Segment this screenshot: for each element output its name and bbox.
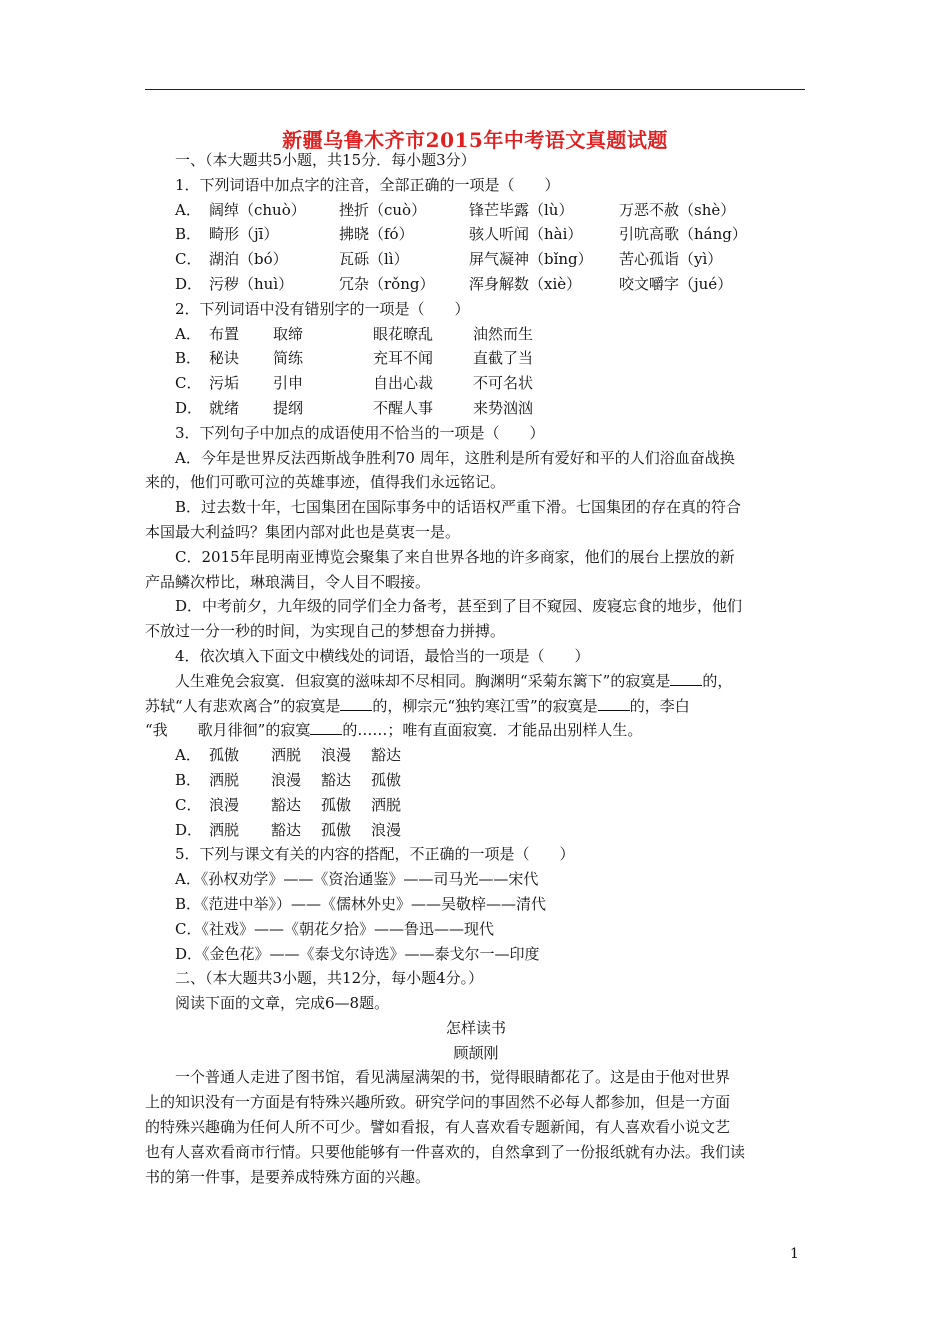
fill-blank <box>598 696 630 711</box>
option-text: B．《范进中举》）——《儒林外史》——吴敬梓——清代 <box>175 894 547 913</box>
option-word: 取缔 <box>273 324 304 343</box>
option-row <box>145 818 807 843</box>
question-stem: 2．下列词语中没有错别字的一项是（ ） <box>175 299 470 318</box>
passage-text: 苏轼“人有悲欢离合”的寂寞是 <box>145 696 341 715</box>
option-word: 洒脱 <box>371 795 402 814</box>
option-word: 提纲 <box>273 398 304 417</box>
fill-blank <box>340 696 372 711</box>
option-word: 洒脱 <box>209 770 240 789</box>
option-word: 来势汹汹 <box>473 398 534 417</box>
option-word: 屏气凝神（bǐng） <box>469 250 593 269</box>
option-text: C．《社戏》——《朝花夕拾》——鲁迅——现代 <box>175 919 494 938</box>
page-number: 1 <box>790 1246 799 1262</box>
section-heading: 二、（本大题共3小题，共12分，每小题4分。） <box>175 969 484 988</box>
option-word: 浪漫 <box>321 746 352 765</box>
option-text: 不放过一分一秒的时间，为实现自己的梦想奋力拼搏。 <box>145 622 506 641</box>
option-word: 简练 <box>273 349 304 368</box>
option-word: 咬文嚼字（jué） <box>619 274 733 293</box>
option-word: 畸形（jī） <box>209 225 279 244</box>
passage-text: 的……；唯有直面寂寞．才能品出别样人生。 <box>342 721 643 740</box>
option-word: 浪漫 <box>209 795 240 814</box>
option-word: 不醒人事 <box>373 398 434 417</box>
question-stem: 1．下列词语中加点字的注音，全部正确的一项是（ ） <box>175 175 560 194</box>
option-word: 骇人听闻（hài） <box>469 225 583 244</box>
passage-text: “我 歌月徘徊”的寂寞 <box>145 721 311 740</box>
option-row <box>145 793 807 818</box>
passage-text: 的， <box>702 671 733 690</box>
option-text: B．过去数十年，七国集团在国际事务中的话语权严重下滑。七国集团的存在真的符合 <box>175 498 742 517</box>
option-word: 就绪 <box>209 398 240 417</box>
option-letter: C． <box>175 795 202 814</box>
option-row <box>145 743 807 768</box>
page-title: 新疆乌鲁木齐市2015年中考语文真题试题 <box>282 128 668 152</box>
option-word: 孤傲 <box>321 820 352 839</box>
option-word: 布置 <box>209 324 240 343</box>
option-word: 浪漫 <box>371 820 402 839</box>
option-word: 锋芒毕露（lù） <box>469 200 574 219</box>
option-text: A．今年是世界反法西斯战争胜利70 周年，这胜利是所有爱好和平的人们浴血奋战换 <box>175 448 735 467</box>
option-text: A．《孙权劝学》——《资治通鉴》——司马光——宋代 <box>175 870 539 889</box>
exam-content <box>145 148 807 1189</box>
option-text: C．2015年昆明南亚博览会聚集了来自世界各地的许多商家，他们的展台上摆放的新 <box>175 547 735 566</box>
option-word: 引吭高歌（háng） <box>619 225 747 244</box>
option-text: 来的，他们可歌可泣的英雄事迹，值得我们永远铭记。 <box>145 473 506 492</box>
option-letter: A． <box>175 324 201 343</box>
option-row <box>145 198 807 223</box>
fill-blank <box>310 720 342 735</box>
article-line: 也有人喜欢看商市行情。只要他能够有一件喜欢的，自然拿到了一份报纸就有办法。我们读 <box>145 1142 746 1161</box>
passage-line <box>145 694 807 719</box>
option-word: 孤傲 <box>321 795 352 814</box>
option-word: 豁达 <box>371 746 402 765</box>
option-word: 豁达 <box>321 770 352 789</box>
option-row <box>145 222 807 247</box>
option-word: 阔绰（chuò） <box>209 200 306 219</box>
option-row <box>145 346 807 371</box>
option-text: 产品鳞次栉比，琳琅满目，令人目不暇接。 <box>145 572 431 591</box>
option-word: 湖泊（bó） <box>209 250 288 269</box>
passage-line <box>145 718 807 743</box>
article-line: 书的第一件事，是要养成特殊方面的兴趣。 <box>145 1167 431 1186</box>
option-row <box>145 768 807 793</box>
header-rule <box>145 89 805 90</box>
question-stem: 4．依次填入下面文中横线处的词语，最恰当的一项是（ ） <box>175 646 590 665</box>
option-word: 自出心裁 <box>373 374 434 393</box>
option-word: 引申 <box>273 374 304 393</box>
option-word: 直截了当 <box>473 349 534 368</box>
passage-line <box>145 669 807 694</box>
option-letter: B． <box>175 225 202 244</box>
option-row <box>145 322 807 347</box>
option-letter: D． <box>175 820 203 839</box>
option-word: 不可名状 <box>473 374 534 393</box>
option-letter: D． <box>175 398 203 417</box>
option-word: 孤傲 <box>209 746 240 765</box>
option-word: 眼花暸乱 <box>373 324 434 343</box>
option-word: 拂晓（fó） <box>339 225 414 244</box>
article-line: 一个普通人走进了图书馆，看见满屋满架的书，觉得眼睛都花了。这是由于他对世界 <box>175 1068 731 1087</box>
option-text: D．《金色花》——《泰戈尔诗选》——泰戈尔一—印度 <box>175 944 540 963</box>
option-text: 本国最大利益吗？集团内部对此也是莫衷一是。 <box>145 522 461 541</box>
option-word: 浪漫 <box>271 770 302 789</box>
reading-instruction: 阅读下面的文章，完成6—8题。 <box>175 994 390 1013</box>
option-word: 豁达 <box>271 795 302 814</box>
option-letter: A． <box>175 200 201 219</box>
option-letter: B． <box>175 770 202 789</box>
option-word: 挫折（cuò） <box>339 200 427 219</box>
option-word: 豁达 <box>271 820 302 839</box>
option-word: 苦心孤诣（yì） <box>619 250 723 269</box>
option-text: D．中考前夕，九年级的同学们全力备考，甚至到了目不窥园、废寝忘食的地步，他们 <box>175 597 743 616</box>
option-word: 洒脱 <box>209 820 240 839</box>
question-stem: 3．下列句子中加点的成语使用不恰当的一项是（ ） <box>175 423 545 442</box>
option-word: 充耳不闻 <box>373 349 434 368</box>
option-word: 孤傲 <box>371 770 402 789</box>
passage-text: 的，柳宗元“独钓寒江雪”的寂寞是 <box>372 696 598 715</box>
article-line: 的特殊兴趣确为任何人所不可少。譬如看报，有人喜欢看专题新闻，有人喜欢看小说文艺 <box>145 1118 731 1137</box>
option-letter: B． <box>175 349 202 368</box>
passage-text: 人生难免会寂寞．但寂寞的滋味却不尽相同。胸渊明“采菊东篱下”的寂寞是 <box>175 671 671 690</box>
option-word: 瓦砾（lì） <box>339 250 409 269</box>
option-word: 冗杂（rǒng） <box>339 274 435 293</box>
option-row <box>145 247 807 272</box>
article-author: 顾颉刚 <box>453 1043 499 1062</box>
option-row <box>145 272 807 297</box>
option-word: 洒脱 <box>271 746 302 765</box>
option-row <box>145 371 807 396</box>
option-word: 油然而生 <box>473 324 534 343</box>
article-line: 上的知识没有一方面是有特殊兴趣所致。研究学问的事固然不必每人都参加，但是一方面 <box>145 1093 731 1112</box>
article-title: 怎样读书 <box>445 1018 506 1037</box>
section-heading: 一、（本大题共5小题，共15分．每小题3分） <box>175 151 476 169</box>
option-row <box>145 396 807 421</box>
passage-text: 的，李白 <box>629 696 690 715</box>
option-letter: D． <box>175 274 203 293</box>
option-letter: C． <box>175 250 202 269</box>
option-word: 浑身解数（xiè） <box>469 274 582 293</box>
question-stem: 5．下列与课文有关的内容的搭配，不正确的一项是（ ） <box>175 845 575 864</box>
option-letter: A． <box>175 746 201 765</box>
option-letter: C． <box>175 374 202 393</box>
option-word: 污秽（huì） <box>209 274 294 293</box>
fill-blank <box>670 671 702 686</box>
option-word: 秘诀 <box>209 349 240 368</box>
option-word: 污垢 <box>209 374 240 393</box>
option-word: 万恶不赦（shè） <box>619 200 736 219</box>
